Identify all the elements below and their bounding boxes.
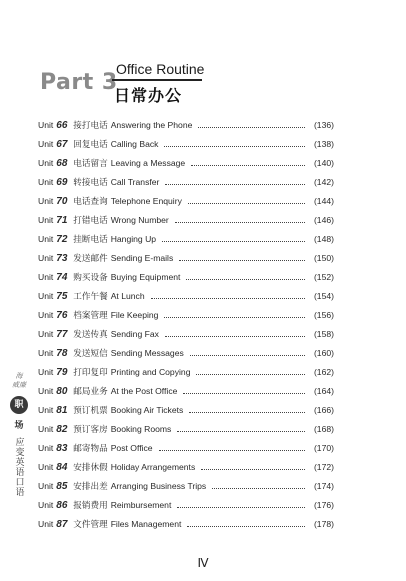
toc-title-english: Sending Messages: [110, 348, 184, 358]
toc-leader-dots: [175, 222, 305, 223]
toc-unit-number: 79: [56, 367, 68, 378]
toc-unit-word: Unit: [38, 234, 54, 244]
toc-title-english: File Keeping: [110, 310, 159, 320]
toc-unit-word: Unit: [38, 367, 54, 377]
toc-title-chinese: 发送传真: [73, 329, 108, 339]
toc-unit-number: 83: [56, 443, 68, 454]
toc-title-english: Printing and Copying: [110, 367, 191, 377]
toc-page-number: (164): [313, 386, 334, 396]
toc-page-number: (168): [313, 424, 334, 434]
toc-leader-dots: [151, 298, 305, 299]
toc-leader-dots: [186, 279, 305, 280]
table-of-contents: [38, 116, 334, 534]
toc-title-chinese: 工作午餐: [73, 291, 108, 301]
side-seal-char: 场: [14, 421, 24, 431]
toc-unit-number: 77: [56, 329, 68, 340]
toc-unit-number: 81: [56, 405, 68, 416]
toc-entry: [38, 515, 334, 534]
toc-unit-word: Unit: [38, 405, 54, 415]
toc-leader-dots: [187, 526, 305, 527]
toc-unit-number: 76: [56, 310, 68, 321]
side-seal: 职: [10, 396, 28, 414]
title-rule: [112, 79, 202, 81]
toc-page-number: (170): [313, 443, 334, 453]
toc-title-english: Answering the Phone: [110, 120, 193, 130]
toc-unit-word: Unit: [38, 462, 54, 472]
toc-page-number: (152): [313, 272, 334, 282]
toc-leader-dots: [196, 374, 305, 375]
toc-unit-word: Unit: [38, 177, 54, 187]
toc-title-english: Reimbursement: [110, 500, 172, 510]
toc-unit-word: Unit: [38, 481, 54, 491]
page-folio: Ⅳ: [197, 556, 209, 570]
toc-title-english: Arranging Business Trips: [110, 481, 207, 491]
toc-title-english: Booking Rooms: [110, 424, 172, 434]
toc-unit-word: Unit: [38, 272, 54, 282]
toc-title-chinese: 邮寄物品: [73, 443, 108, 453]
toc-title-chinese: 档案管理: [73, 310, 108, 320]
toc-title-chinese: 回复电话: [73, 139, 108, 149]
toc-title-english: Hanging Up: [110, 234, 157, 244]
toc-unit-word: Unit: [38, 348, 54, 358]
toc-page-number: (146): [313, 215, 334, 225]
toc-leader-dots: [164, 146, 305, 147]
toc-entry: [38, 458, 334, 477]
toc-entry: [38, 173, 334, 192]
toc-title-english: Sending Fax: [110, 329, 159, 339]
toc-entry: [38, 211, 334, 230]
toc-page-number: (176): [313, 500, 334, 510]
toc-title-chinese: 邮局业务: [73, 386, 108, 396]
toc-unit-number: 74: [56, 272, 68, 283]
toc-entry: [38, 363, 334, 382]
toc-entry: [38, 268, 334, 287]
toc-unit-number: 73: [56, 253, 68, 264]
toc-title-chinese: 安排休假: [73, 462, 108, 472]
toc-title-chinese: 预订机票: [73, 405, 108, 415]
toc-title-english: Wrong Number: [110, 215, 169, 225]
toc-page-number: (144): [313, 196, 334, 206]
toc-unit-number: 68: [56, 158, 68, 169]
toc-unit-word: Unit: [38, 120, 54, 130]
toc-page-number: (150): [313, 253, 334, 263]
toc-title-english: Calling Back: [110, 139, 159, 149]
toc-leader-dots: [190, 355, 305, 356]
toc-entry: [38, 192, 334, 211]
toc-unit-number: 78: [56, 348, 68, 359]
toc-unit-number: 66: [56, 120, 68, 131]
toc-leader-dots: [162, 241, 305, 242]
toc-page-number: (172): [313, 462, 334, 472]
toc-leader-dots: [191, 165, 305, 166]
toc-title-chinese: 文件管理: [73, 519, 108, 529]
toc-title-chinese: 发送短信: [73, 348, 108, 358]
toc-leader-dots: [179, 260, 305, 261]
toc-unit-number: 69: [56, 177, 68, 188]
toc-unit-word: Unit: [38, 291, 54, 301]
toc-leader-dots: [159, 450, 305, 451]
toc-unit-word: Unit: [38, 158, 54, 168]
toc-title-english: Holiday Arrangements: [110, 462, 196, 472]
toc-title-chinese: 报销费用: [73, 500, 108, 510]
toc-unit-word: Unit: [38, 253, 54, 263]
toc-entry: [38, 116, 334, 135]
toc-leader-dots: [201, 469, 305, 470]
toc-leader-dots: [164, 317, 305, 318]
toc-entry: [38, 230, 334, 249]
toc-title-chinese: 打印复印: [73, 367, 108, 377]
toc-entry: [38, 401, 334, 420]
toc-unit-number: 71: [56, 215, 68, 226]
toc-unit-number: 87: [56, 519, 68, 530]
toc-page-number: (142): [313, 177, 334, 187]
toc-leader-dots: [188, 203, 305, 204]
toc-entry: [38, 287, 334, 306]
toc-leader-dots: [189, 412, 305, 413]
toc-unit-word: Unit: [38, 196, 54, 206]
toc-page-number: (174): [313, 481, 334, 491]
toc-unit-number: 70: [56, 196, 68, 207]
toc-unit-number: 80: [56, 386, 68, 397]
toc-page-number: (158): [313, 329, 334, 339]
toc-unit-number: 67: [56, 139, 68, 150]
toc-entry: [38, 135, 334, 154]
toc-entry: [38, 439, 334, 458]
toc-title-english: At the Post Office: [110, 386, 178, 396]
side-decoration: [6, 372, 32, 497]
toc-page-number: (138): [313, 139, 334, 149]
toc-title-chinese: 打错电话: [73, 215, 108, 225]
title-english: Office Routine: [116, 61, 205, 77]
toc-entry: [38, 249, 334, 268]
toc-title-chinese: 购买设备: [73, 272, 108, 282]
toc-unit-number: 72: [56, 234, 68, 245]
toc-title-english: Buying Equipment: [110, 272, 181, 282]
toc-title-chinese: 安排出差: [73, 481, 108, 491]
toc-page-number: (178): [313, 519, 334, 529]
toc-unit-number: 85: [56, 481, 68, 492]
toc-title-english: Files Management: [110, 519, 182, 529]
toc-entry: [38, 344, 334, 363]
toc-entry: [38, 420, 334, 439]
toc-unit-word: Unit: [38, 500, 54, 510]
toc-title-english: Call Transfer: [110, 177, 160, 187]
toc-title-english: Leaving a Message: [110, 158, 186, 168]
toc-unit-number: 75: [56, 291, 68, 302]
toc-page-number: (136): [313, 120, 334, 130]
title-chinese: 日常办公: [114, 86, 183, 105]
toc-title-english: Sending E-mails: [110, 253, 174, 263]
toc-leader-dots: [198, 127, 305, 128]
toc-unit-number: 84: [56, 462, 68, 473]
toc-leader-dots: [165, 336, 305, 337]
toc-title-chinese: 挂断电话: [73, 234, 108, 244]
toc-page-number: (154): [313, 291, 334, 301]
toc-unit-number: 86: [56, 500, 68, 511]
toc-title-english: Telephone Enquiry: [110, 196, 182, 206]
toc-title-chinese: 发送邮件: [73, 253, 108, 263]
side-vertical-text: 应变英语口语: [13, 437, 24, 497]
toc-title-chinese: 预订客房: [73, 424, 108, 434]
side-script-top: 海: [15, 372, 23, 380]
toc-title-english: At Lunch: [110, 291, 145, 301]
toc-unit-word: Unit: [38, 424, 54, 434]
toc-leader-dots: [183, 393, 305, 394]
toc-page-number: (160): [313, 348, 334, 358]
toc-unit-word: Unit: [38, 386, 54, 396]
toc-page-number: (148): [313, 234, 334, 244]
toc-entry: [38, 306, 334, 325]
toc-page-number: (156): [313, 310, 334, 320]
toc-page-number: (166): [313, 405, 334, 415]
toc-leader-dots: [165, 184, 305, 185]
toc-page-number: (140): [313, 158, 334, 168]
toc-page-number: (162): [313, 367, 334, 377]
toc-leader-dots: [212, 488, 305, 489]
toc-unit-number: 82: [56, 424, 68, 435]
toc-title-english: Booking Air Tickets: [110, 405, 184, 415]
toc-title-chinese: 电话查询: [73, 196, 108, 206]
part-label: Part 3: [40, 70, 118, 95]
side-script-mid: 威廉: [12, 381, 26, 389]
toc-entry: [38, 325, 334, 344]
toc-unit-word: Unit: [38, 443, 54, 453]
toc-unit-word: Unit: [38, 215, 54, 225]
toc-unit-word: Unit: [38, 519, 54, 529]
toc-unit-word: Unit: [38, 310, 54, 320]
toc-title-english: Post Office: [110, 443, 153, 453]
toc-entry: [38, 496, 334, 515]
toc-leader-dots: [177, 507, 305, 508]
toc-unit-word: Unit: [38, 329, 54, 339]
toc-entry: [38, 382, 334, 401]
toc-entry: [38, 154, 334, 173]
toc-title-chinese: 接打电话: [73, 120, 108, 130]
toc-title-chinese: 转接电话: [73, 177, 108, 187]
toc-leader-dots: [177, 431, 305, 432]
toc-entry: [38, 477, 334, 496]
toc-title-chinese: 电话留言: [73, 158, 108, 168]
toc-unit-word: Unit: [38, 139, 54, 149]
